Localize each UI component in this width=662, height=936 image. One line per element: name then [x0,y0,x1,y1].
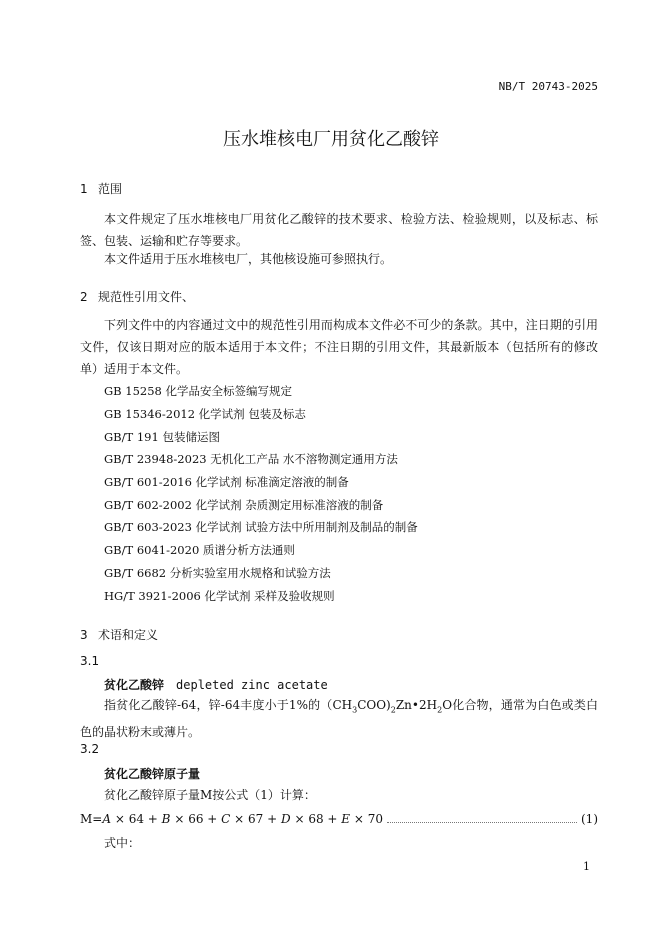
reference-item: GB/T 602-2002 化学试剂 杂质测定用标准溶液的制备 [104,498,384,512]
reference-item: GB/T 191 包装储运图 [104,430,220,444]
where-label: 式中： [104,836,141,850]
formula-number: 70 [367,812,384,826]
formula-expression: M=A × 64 + B × 66 + C × 67 + D × 68 + E × 70 [80,812,384,826]
formula-1 [80,812,598,832]
section-number: 1 [80,182,88,196]
dotted-leader [387,822,577,823]
section-2-heading [80,288,194,305]
term-3-1-number: 3.1 [80,654,100,668]
reference-item: GB/T 603-2023 化学试剂 试验方法中所用制剂及制品的制备 [104,520,418,534]
section-1-paragraph-2: 本文件适用于压水堆核电厂，其他核设施可参照执行。 [104,252,393,266]
formula-variable: C [221,812,231,826]
term-english: depleted zinc acetate [176,678,328,692]
formula-number: 66 [188,812,204,826]
page-number: 1 [583,860,590,873]
term-3-1-title [104,676,328,693]
subscript: 2 [437,705,443,715]
section-3-heading [80,626,158,643]
formula-number: 67 [248,812,264,826]
formula-variable: B [161,812,171,826]
section-1-paragraph-1: 本文件规定了压水堆核电厂用贫化乙酸锌的技术要求、检验方法、检验规则，以及标志、标签、包装、运输和贮存等要求。 [80,212,598,248]
reference-item: HG/T 3921-2006 化学试剂 采样及验收规则 [104,589,335,603]
reference-item: GB/T 6041-2020 质谱分析方法通则 [104,543,295,557]
reference-item: GB 15258 化学品安全标签编写规定 [104,384,293,398]
section-title: 术语和定义 [98,628,159,642]
section-1-heading [80,180,122,197]
term-chinese: 贫化乙酸锌 [104,678,165,692]
formula-variable: E [341,812,351,826]
term-3-1-definition [80,694,598,743]
formula-variable: D [281,812,291,826]
definition-text: O化合物，通常为白色或类白色的晶状粉末或薄片。 [80,698,598,740]
reference-item: GB/T 601-2016 化学试剂 标准滴定溶液的制备 [104,475,349,489]
definition-text: COO) [357,698,391,712]
section-number: 3 [80,628,88,642]
subscript: 3 [352,705,358,715]
section-title: 规范性引用文件、 [98,290,195,304]
formula-number: 68 [308,812,324,826]
formula-variable: A [102,812,112,826]
formula-lhs: M= [80,812,103,826]
term-3-2-number: 3.2 [80,742,100,756]
standard-number: NB/T 20743-2025 [498,80,598,93]
definition-text: Zn•2H [395,698,438,712]
section-title: 范围 [98,182,123,196]
section-number: 2 [80,290,88,304]
term-3-2-title: 贫化乙酸锌原子量 [104,767,201,781]
section-2-intro: 下列文件中的内容通过文中的规范性引用而构成本文件必不可少的条款。其中，注日期的引用文件，仅该日期对应的版本适用于本文件；不注日期的引用文件，其最新版本（包括所有的修改单）适用于本文件。 [80,318,598,376]
subscript: 2 [390,705,396,715]
reference-item: GB/T 6682 分析实验室用水规格和试验方法 [104,566,331,580]
reference-item: GB 15346-2012 化学试剂 包装及标志 [104,407,306,421]
reference-item: GB/T 23948-2023 无机化工产品 水不溶物测定通用方法 [104,452,398,466]
term-3-2-definition: 贫化乙酸锌原子量M按公式（1）计算： [104,788,316,802]
document-title: 压水堆核电厂用贫化乙酸锌 [223,129,439,150]
formula-number: 64 [128,812,144,826]
formula-number-label: (1) [581,812,598,826]
definition-text: 指贫化乙酸锌-64，锌-64丰度小于1%的（CH [104,698,353,712]
